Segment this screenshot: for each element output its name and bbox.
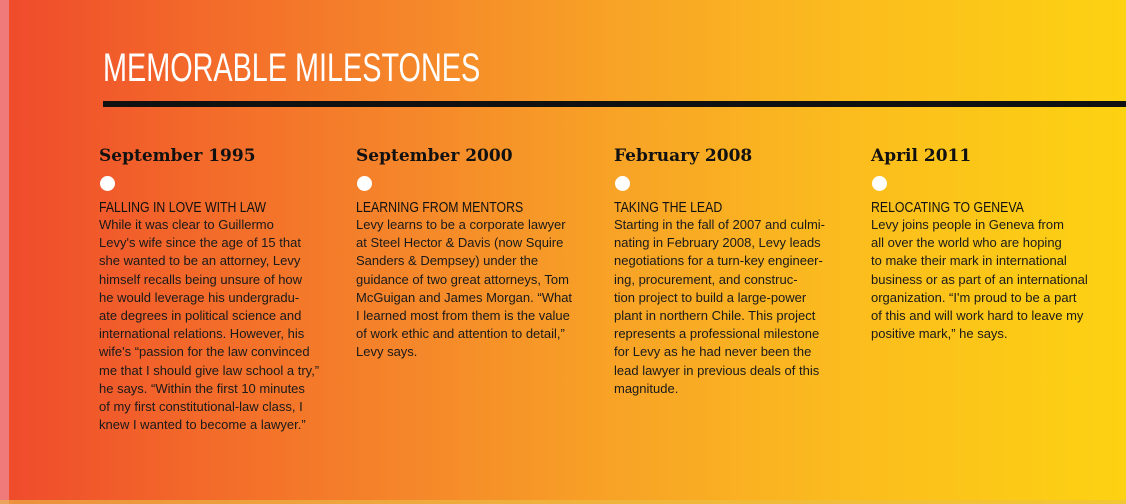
body-line: she wanted to be an attorney, Levy xyxy=(99,253,301,269)
milestone-2000 xyxy=(356,146,572,362)
body-line: magnitude. xyxy=(614,380,679,396)
body-line: positive mark,” he says. xyxy=(871,326,1008,342)
body-line: of this and will work hard to leave my xyxy=(871,308,1084,324)
body-line: plant in northern Chile. This project xyxy=(614,308,816,324)
body-line: negotiations for a turn-key engineer- xyxy=(614,253,823,269)
body-line: represents a professional milestone xyxy=(614,326,820,342)
timeline-dot-icon xyxy=(872,176,887,191)
body-line: organization. “I'm proud to be a part xyxy=(871,289,1077,305)
milestone-heading: RELOCATING TO GENEVA xyxy=(871,199,1024,216)
body-line: he says. “Within the first 10 minutes xyxy=(99,380,305,396)
body-line: wife's “passion for the law convinced xyxy=(99,344,310,360)
milestone-1995 xyxy=(99,146,319,434)
body-line: Levy learns to be a corporate lawyer xyxy=(356,217,566,232)
milestone-heading: TAKING THE LEAD xyxy=(614,199,723,216)
milestone-heading: FALLING IN LOVE WITH LAW xyxy=(99,199,266,216)
body-line: Starting in the fall of 2007 and culmi- xyxy=(614,217,826,232)
milestone-2011 xyxy=(871,146,1088,343)
body-line: Levy says. xyxy=(356,344,418,360)
body-line: ing, procurement, and construc- xyxy=(614,271,798,287)
title-divider xyxy=(103,101,1126,107)
left-edge-stripe xyxy=(0,0,9,504)
body-line: business or as part of an international xyxy=(871,271,1088,287)
body-line: of my first constitutional-law class, I xyxy=(99,399,303,415)
milestone-date: September 1995 xyxy=(99,146,256,166)
timeline-dot-icon xyxy=(615,176,630,191)
body-line: McGuigan and James Morgan. “What xyxy=(356,289,573,305)
body-line: Levy's wife since the age of 15 that xyxy=(99,235,301,251)
body-line: himself recalls being unsure of how xyxy=(99,271,303,287)
body-line: international relations. However, his xyxy=(99,326,305,342)
page-title: MEMORABLE MILESTONES xyxy=(103,46,481,90)
body-line: for Levy as he had never been the xyxy=(614,344,812,360)
body-line: ate degrees in political science and xyxy=(99,308,302,324)
timeline-dot-icon xyxy=(357,176,372,191)
body-line: at Steel Hector & Davis (now Squire xyxy=(356,235,564,251)
milestone-body xyxy=(614,216,825,398)
body-line: Sanders & Dempsey) under the xyxy=(356,253,539,269)
body-line: all over the world who are hoping xyxy=(871,235,1062,251)
body-line: While it was clear to Guillermo xyxy=(99,217,274,232)
body-line: lead lawyer in previous deals of this xyxy=(614,362,820,378)
body-line: me that I should give law school a try,” xyxy=(99,362,320,378)
body-line: tion project to build a large-power xyxy=(614,289,807,305)
milestone-date: September 2000 xyxy=(356,146,513,166)
milestone-body xyxy=(871,216,1088,343)
body-line: I learned most from them is the value xyxy=(356,308,570,324)
body-line: Levy joins people in Geneva from xyxy=(871,217,1064,232)
milestone-body xyxy=(99,216,319,434)
body-line: knew I wanted to become a lawyer.” xyxy=(99,417,306,433)
body-line: of work ethic and attention to detail,” xyxy=(356,326,565,342)
body-line: to make their mark in international xyxy=(871,253,1067,269)
milestone-heading: LEARNING FROM MENTORS xyxy=(356,199,524,216)
body-line: guidance of two great attorneys, Tom xyxy=(356,271,569,287)
milestone-2008 xyxy=(614,146,825,398)
timeline-dot-icon xyxy=(100,176,115,191)
milestone-date: February 2008 xyxy=(614,146,753,166)
body-line: he would leverage his undergradu- xyxy=(99,289,300,305)
milestone-date: April 2011 xyxy=(871,146,972,166)
bottom-edge-stripe xyxy=(0,500,1126,504)
body-line: nating in February 2008, Levy leads xyxy=(614,235,821,251)
milestone-body xyxy=(356,216,572,362)
